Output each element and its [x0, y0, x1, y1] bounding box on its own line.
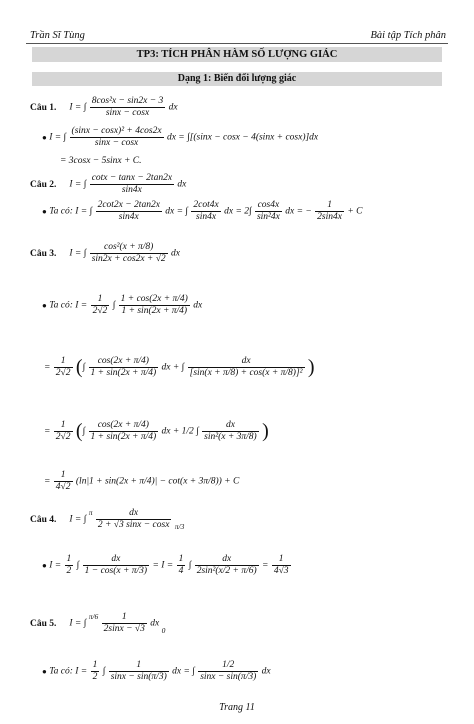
- page-number: Trang 11: [219, 702, 255, 713]
- question-1: [30, 96, 446, 119]
- fraction: $\frac{\cos 4x}{\text{sin²4x}}$: [256, 200, 280, 222]
- question-3-step-1: ● Ta có: I = $\frac{1}{2√2}$ ∫ $\frac{1 + \cos(2x + \pi/4)}{1 + \sin(2x + \pi/4)}$ dx: [42, 294, 203, 316]
- header-author: Trần Sĩ Tùng: [30, 30, 85, 41]
- fraction: $\frac{dx}{\text{[sin(x + π/8) + cos(x + π/8)]²}}$: [189, 356, 303, 378]
- question-4: Câu 4. I = ∫ $^\pi$ $\frac{dx}{2 + √3 \sin x - \cos x}$ π/3: [30, 508, 185, 531]
- fraction: $\frac{1}{2\sin 4x}$: [317, 200, 342, 222]
- fraction: $\frac{1}{4}$: [178, 554, 184, 576]
- fraction: $\frac{\text{8cos²x − sin2x − 3}}{\sin x - \cos x}$: [91, 96, 164, 118]
- fraction: $\frac{1}{2√2}$: [92, 294, 108, 316]
- question-1-solution: ● I = ∫ $\frac{\text{(sinx − cosx)² + 4cos2x}}{\sin x - \cos x}$ dx = ∫[(sinx − cosx − 4(sinx + cosx)]dx: [42, 126, 319, 148]
- fraction: $\frac{\cos(2x + \pi/4)}{1 + \sin(2x + \pi/4)}$: [90, 420, 157, 442]
- fraction: $\frac{1}{4√3}$: [273, 554, 289, 576]
- fraction: $\frac{1/2}{\sin x - \sin(\pi/3)}$: [200, 660, 257, 682]
- upper-limit: π: [88, 508, 93, 517]
- question-5-solution: ● Ta có: I = $\frac{1}{2}$ ∫ $\frac{1}{\sin x - \sin(\pi/3)}$ dx = ∫ $\frac{1/2}{\sin x - \sin(\pi/3)}$ dx: [42, 660, 271, 682]
- fraction: $\frac{dx}{\text{sin²(x + 3π/8)}}$: [204, 420, 257, 442]
- fraction: $\frac{\cos(2x + \pi/4)}{1 + \sin(2x + \pi/4)}$: [90, 356, 157, 378]
- fraction: $\frac{1}{2√2}$: [55, 356, 71, 378]
- question-label: Câu 4.: [30, 514, 57, 525]
- solution-step: dx = ∫[(sinx − cosx − 4(sinx + cosx)]dx: [166, 132, 319, 143]
- question-label: Câu 5.: [30, 618, 57, 629]
- question-2-solution: ● Ta có: I = ∫ $\frac{2\cot 2x - 2\tan 2x}{\sin 4x}$ dx = ∫ $\frac{2\cot 4x}{\sin 4x}$ dx = 2∫ $\frac{\cos 4x}{\text{sin²4x}}$ dx = − $\frac{1}{2\sin 4x}$ + C: [42, 200, 363, 222]
- fraction: $\frac{dx}{\text{2sin²(x/2 + π/6)}}$: [196, 554, 257, 576]
- fraction: $\frac{\cot x - \tan x - 2\tan 2x}{\sin 4x}$: [91, 173, 173, 195]
- question-3-result: = $\frac{1}{4√2}$ (ln|1 + sin(2x + π/4)| − cot(x + 3π/8)) + C: [44, 470, 240, 492]
- question-label: Câu 2.: [30, 179, 57, 190]
- note-prefix: Ta có:: [49, 300, 73, 311]
- constant: + C: [347, 206, 363, 217]
- question-4-solution: ● I = $\frac{1}{2}$ ∫ $\frac{dx}{1 - \cos(x + \pi/3)}$ = I = $\frac{1}{4}$ ∫ $\frac{dx}{\text{2sin²(x/2 + π/6)}}$ = $\frac{1}{4√3}$: [42, 554, 289, 576]
- fraction: $\frac{dx}{2 + √3 \sin x - \cos x}$: [97, 508, 170, 530]
- fraction: $\frac{1}{4√2}$: [55, 470, 71, 492]
- section-title: Dạng 1: Biến đổi lượng giác: [32, 72, 442, 86]
- fraction: $\frac{1}{\sin x - \sin(\pi/3)}$: [110, 660, 167, 682]
- header-book-title: Bài tập Tích phân: [370, 30, 446, 41]
- fraction: $\frac{1}{2√2}$: [55, 420, 71, 442]
- question-label: Câu 1.: [30, 102, 57, 113]
- fraction: $\frac{\text{(sinx − cosx)² + 4cos2x}}{\sin x - \cos x}$: [71, 126, 162, 148]
- lower-limit: π/3: [174, 522, 185, 531]
- coefficient: 1/2: [181, 426, 194, 437]
- fraction: $\frac{1 + \cos(2x + \pi/4)}{1 + \sin(2x + \pi/4)}$: [120, 294, 188, 316]
- question-3-step-2: = $\frac{1}{2√2}$ (∫ $\frac{\cos(2x + \pi/4)}{1 + \sin(2x + \pi/4)}$ dx + ∫ $\frac{dx}{\text{[sin(x + π/8) + cos(x + π/8)]²}}$ ): [44, 356, 315, 378]
- question-5: Câu 5. I = ∫ $^{\pi/6}$ $\frac{1}{2\sin x - √3}$ dx 0: [30, 612, 166, 635]
- question-label: Câu 3.: [30, 248, 57, 259]
- fraction: $\frac{1}{2\sin x - √3}$: [103, 612, 145, 634]
- integral-lhs: I = ∫: [69, 102, 87, 113]
- note-prefix: Ta có:: [49, 666, 73, 677]
- fraction: $\frac{\text{cos²(x + π/8)}}{\sin 2x + \cos 2x + √2}$: [91, 242, 166, 264]
- fraction: $\frac{dx}{1 - \cos(x + \pi/3)}$: [84, 554, 148, 576]
- note-prefix: Ta có:: [49, 206, 73, 217]
- header-rule: [26, 43, 448, 44]
- fraction: $\frac{1}{2}$: [92, 660, 98, 682]
- fraction: $\frac{2\cot 4x}{\sin 4x}$: [193, 200, 219, 222]
- result-expression: (ln|1 + sin(2x + π/4)| − cot(x + 3π/8)) + C: [75, 476, 240, 487]
- question-3-step-3: = $\frac{1}{2√2}$ (∫ $\frac{\cos(2x + \pi/4)}{1 + \sin(2x + \pi/4)}$ dx + 1/2 ∫ $\frac{dx}{\text{sin²(x + 3π/8)}}$ ): [44, 420, 269, 442]
- lower-limit: 0: [161, 626, 166, 635]
- question-1-result: = 3cosx − 5sinx + C.: [60, 156, 142, 166]
- fraction: $\frac{2\cot 2x - 2\tan 2x}{\sin 4x}$: [97, 200, 160, 222]
- upper-limit: π/6: [88, 612, 99, 621]
- dx: dx: [168, 102, 178, 113]
- question-2: Câu 2. I = ∫ $\frac{\cot x - \tan x - 2\tan 2x}{\sin 4x}$ dx: [30, 173, 187, 195]
- fraction: $\frac{1}{2}$: [66, 554, 72, 576]
- chapter-title: TP3: TÍCH PHÂN HÀM SỐ LƯỢNG GIÁC: [32, 47, 442, 62]
- question-3: Câu 3. I = ∫ $\frac{\text{cos²(x + π/8)}}{\sin 2x + \cos 2x + √2}$ dx: [30, 242, 180, 264]
